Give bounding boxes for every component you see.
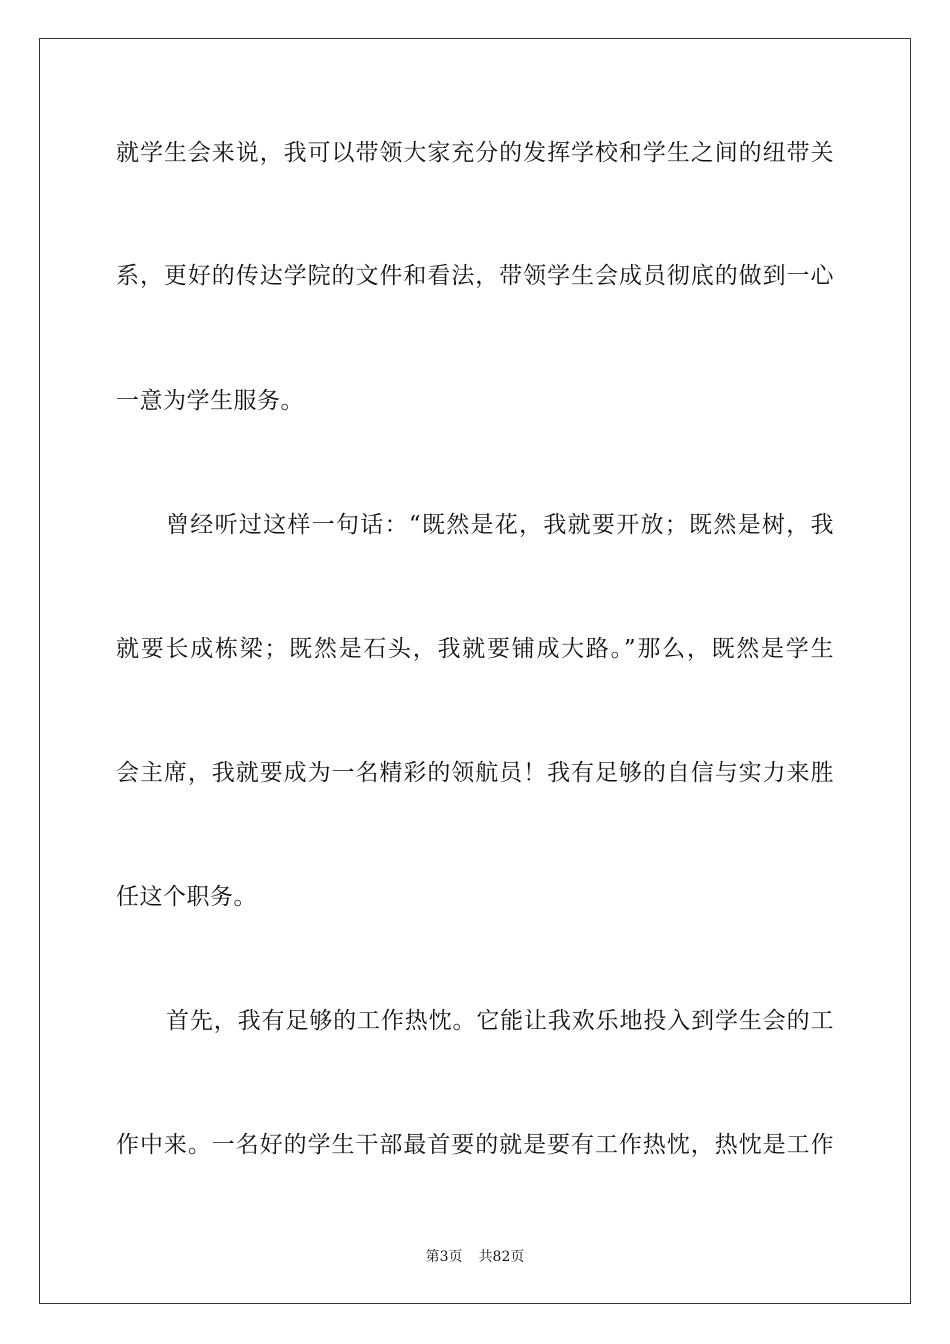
text-line-7: 任这个职务。 <box>116 884 257 910</box>
page-border <box>39 38 911 1304</box>
text-line-5: 就要长成栋梁；既然是石头，我就要铺成大路。”那么，既然是学生 <box>116 636 834 662</box>
text-line-4: 曾经听过这样一句话：“既然是花，我就要开放；既然是树，我 <box>166 512 834 538</box>
text-line-1: 就学生会来说，我可以带领大家充分的发挥学校和学生之间的纽带关 <box>116 140 834 166</box>
text-line-9: 作中来。一名好的学生干部最首要的就是要有工作热忱，热忱是工作 <box>116 1132 834 1158</box>
text-line-2: 系，更好的传达学院的文件和看法，带领学生会成员彻底的做到一心 <box>116 263 834 289</box>
total-pages: 共82页 <box>478 1249 525 1265</box>
text-line-8: 首先，我有足够的工作热忱。它能让我欢乐地投入到学生会的工 <box>166 1008 834 1034</box>
text-line-6: 会主席，我就要成为一名精彩的领航员！我有足够的自信与实力来胜 <box>116 760 834 786</box>
text-line-3: 一意为学生服务。 <box>116 388 304 414</box>
page-number: 第3页 <box>425 1249 463 1265</box>
page-footer <box>0 1247 950 1267</box>
